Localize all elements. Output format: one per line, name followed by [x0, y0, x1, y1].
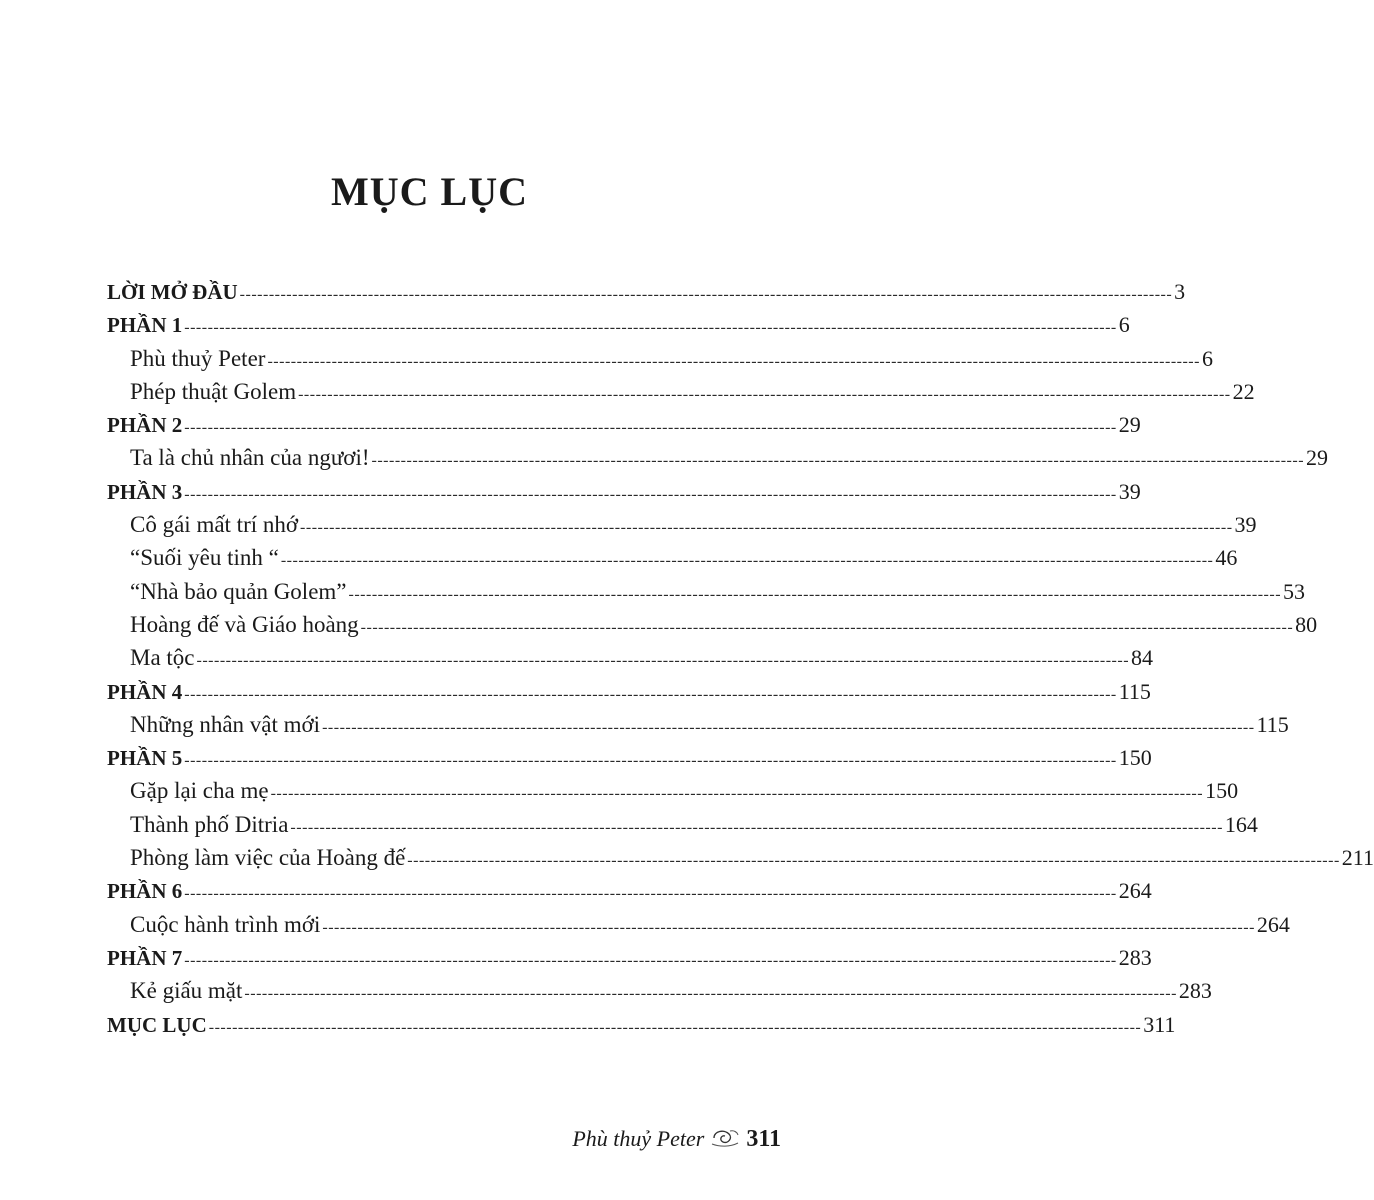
toc-entry-page-number: 115 [1256, 711, 1289, 737]
toc-sub-entry [107, 778, 1239, 811]
dotted-leader: ---------------------------------------------------------------------------------------------------------------------------------------------------------------- [267, 352, 1200, 370]
toc-entry-label: Ma tộc [130, 645, 195, 671]
toc-entry-label: Hoàng đế và Giáo hoàng [130, 611, 359, 637]
dotted-leader: ---------------------------------------------------------------------------------------------------------------------------------------------------------------- [322, 918, 1255, 936]
toc-part-entry [107, 478, 1141, 512]
toc-part-entry [107, 678, 1151, 712]
table-of-contents [107, 279, 1374, 1045]
toc-entry-label: Ta là chủ nhân của ngươi! [130, 445, 370, 471]
toc-entry-label: PHẦN 5 [107, 746, 183, 771]
toc-entry-page-number: 311 [1143, 1011, 1176, 1037]
toc-entry-page-number: 264 [1118, 878, 1152, 904]
dotted-leader: ---------------------------------------------------------------------------------------------------------------------------------------------------------------- [298, 385, 1231, 403]
toc-entry-page-number: 6 [1118, 312, 1130, 338]
toc-entry-label: PHẦN 3 [107, 479, 183, 504]
dotted-leader: ---------------------------------------------------------------------------------------------------------------------------------------------------------------- [239, 286, 1173, 303]
toc-sub-entry [107, 978, 1212, 1011]
dotted-leader: ---------------------------------------------------------------------------------------------------------------------------------------------------------------- [184, 752, 1117, 770]
toc-entry-label: “Nhà bảo quản Golem” [130, 578, 347, 604]
toc-part-entry [107, 412, 1141, 445]
toc-entry-page-number: 29 [1306, 445, 1329, 471]
toc-entry-label: “Suối yêu tinh “ [130, 545, 279, 571]
toc-sub-entry [107, 445, 1329, 478]
dotted-leader: ---------------------------------------------------------------------------------------------------------------------------------------------------------------- [184, 319, 1117, 337]
toc-entry-page-number: 29 [1118, 412, 1141, 438]
toc-part-entry [107, 878, 1152, 911]
toc-entry-label: Những nhân vật mới [130, 711, 321, 737]
toc-entry-page-number: 3 [1174, 279, 1186, 304]
dotted-leader: ---------------------------------------------------------------------------------------------------------------------------------------------------------------- [184, 485, 1117, 503]
dotted-leader: ---------------------------------------------------------------------------------------------------------------------------------------------------------------- [184, 951, 1117, 969]
dotted-leader: ---------------------------------------------------------------------------------------------------------------------------------------------------------------- [280, 552, 1214, 570]
toc-sub-entry [107, 811, 1258, 845]
footer-book-title: Phù thuỷ Peter [572, 1126, 705, 1151]
toc-part-entry [107, 944, 1152, 978]
page-footer [572, 1122, 781, 1153]
toc-sub-entry [107, 545, 1238, 578]
toc-entry-label: PHẦN 7 [107, 945, 183, 970]
toc-entry-page-number: 283 [1178, 978, 1212, 1004]
dotted-leader: ---------------------------------------------------------------------------------------------------------------------------------------------------------------- [244, 985, 1177, 1003]
toc-sub-entry [107, 512, 1257, 545]
toc-sub-entry [107, 378, 1255, 412]
toc-entry-label: Cô gái mất trí nhớ [130, 512, 299, 538]
toc-entry-label: PHẦN 2 [107, 413, 183, 438]
toc-entry-label: Phù thuỷ Peter [130, 345, 266, 371]
dotted-leader: ---------------------------------------------------------------------------------------------------------------------------------------------------------------- [270, 785, 1204, 803]
toc-entry-label: Cuộc hành trình mới [130, 911, 321, 937]
toc-sub-entry [107, 578, 1306, 612]
toc-entry-page-number: 150 [1205, 778, 1239, 804]
dotted-leader: ---------------------------------------------------------------------------------------------------------------------------------------------------------------- [184, 419, 1117, 437]
toc-entry-page-number: 264 [1256, 911, 1290, 937]
dotted-leader: ---------------------------------------------------------------------------------------------------------------------------------------------------------------- [371, 452, 1305, 470]
toc-part-entry [107, 312, 1130, 345]
dotted-leader: ---------------------------------------------------------------------------------------------------------------------------------------------------------------- [300, 519, 1233, 537]
page-title: MỤC LỤC [331, 169, 528, 214]
toc-entry-label: LỜI MỞ ĐẦU [107, 280, 238, 304]
dotted-leader: ---------------------------------------------------------------------------------------------------------------------------------------------------------------- [348, 585, 1282, 603]
toc-entry-page-number: 211 [1341, 845, 1374, 871]
toc-entry-label: Kẻ giấu mặt [130, 978, 243, 1004]
dotted-leader: ---------------------------------------------------------------------------------------------------------------------------------------------------------------- [290, 818, 1223, 836]
toc-sub-entry [107, 611, 1318, 645]
toc-entry-label: MỤC LỤC [107, 1012, 207, 1037]
toc-sub-entry [107, 845, 1374, 878]
toc-entry-label: Gặp lại cha mẹ [130, 778, 269, 804]
toc-entry-label: Phép thuật Golem [130, 378, 297, 404]
dotted-leader: ---------------------------------------------------------------------------------------------------------------------------------------------------------------- [360, 618, 1294, 636]
toc-entry-page-number: 164 [1224, 811, 1258, 837]
toc-entry-label: Thành phố Ditria [130, 811, 289, 837]
toc-entry-page-number: 150 [1118, 745, 1152, 771]
toc-sub-entry [107, 645, 1154, 678]
dotted-leader: ---------------------------------------------------------------------------------------------------------------------------------------------------------------- [196, 652, 1130, 670]
toc-entry-label: PHẦN 1 [107, 313, 183, 338]
toc-entry-page-number: 22 [1232, 378, 1255, 404]
swirl-ornament-icon [710, 1126, 740, 1150]
toc-part-entry [107, 745, 1152, 778]
toc-entry-label: PHẦN 6 [107, 879, 183, 904]
toc-entry-page-number: 53 [1283, 578, 1306, 604]
toc-entry-page-number: 283 [1118, 944, 1152, 970]
toc-entry-page-number: 115 [1118, 678, 1151, 704]
toc-entry-page-number: 6 [1201, 345, 1213, 371]
toc-part-entry [107, 1011, 1176, 1045]
toc-sub-entry [107, 711, 1289, 745]
toc-entry-page-number: 80 [1295, 611, 1318, 637]
toc-entry-page-number: 39 [1118, 478, 1141, 504]
footer-page-number: 311 [746, 1126, 781, 1152]
toc-part-entry [107, 279, 1186, 312]
dotted-leader: ---------------------------------------------------------------------------------------------------------------------------------------------------------------- [184, 885, 1117, 903]
dotted-leader: ---------------------------------------------------------------------------------------------------------------------------------------------------------------- [407, 852, 1340, 870]
dotted-leader: ---------------------------------------------------------------------------------------------------------------------------------------------------------------- [208, 1018, 1142, 1036]
dotted-leader: ---------------------------------------------------------------------------------------------------------------------------------------------------------------- [322, 718, 1255, 736]
toc-entry-label: Phòng làm việc của Hoàng đế [130, 845, 406, 871]
toc-sub-entry [107, 345, 1213, 379]
toc-entry-page-number: 39 [1234, 512, 1257, 538]
toc-sub-entry [107, 911, 1290, 945]
toc-entry-page-number: 84 [1131, 645, 1154, 671]
dotted-leader: ---------------------------------------------------------------------------------------------------------------------------------------------------------------- [184, 685, 1117, 703]
toc-entry-label: PHẦN 4 [107, 679, 183, 704]
toc-entry-page-number: 46 [1215, 545, 1238, 571]
